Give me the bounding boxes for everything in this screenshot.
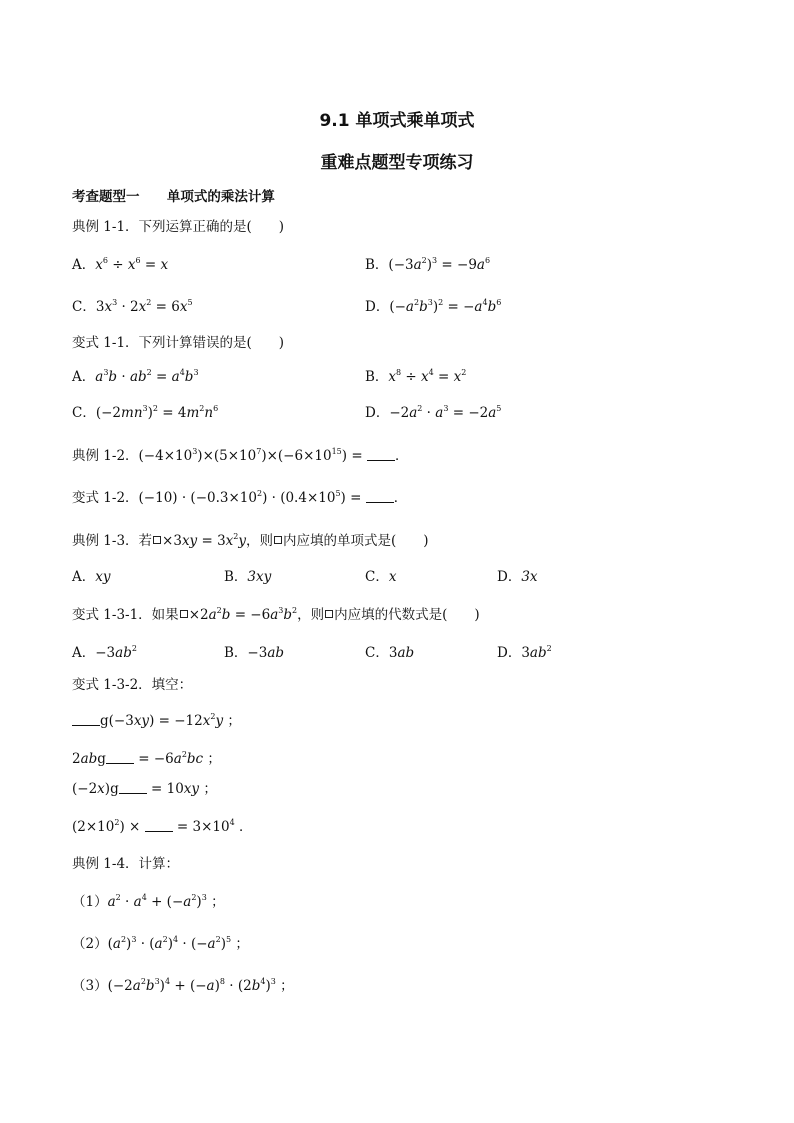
q1-3-option-a bbox=[72, 568, 111, 586]
option-letter: D． bbox=[497, 569, 522, 585]
q1-3-1-option-b: B．−3ab bbox=[224, 645, 285, 661]
option-letter: C． bbox=[365, 645, 389, 661]
question-label: 典例 1-2． bbox=[72, 448, 139, 464]
option-letter: B． bbox=[365, 369, 389, 385]
option-letter: D． bbox=[365, 405, 390, 421]
question-1-3-stem: 典例 1-3．若 $\times 3xy = 3x^2y$，则 内应填的单项式是( ) bbox=[72, 532, 429, 549]
option-letter: A． bbox=[72, 257, 96, 273]
q1-1v-option-b: B．$x^8 \div x^4 = x^2$ bbox=[365, 368, 467, 385]
fill-line-3: (−2x)g = 10xy ； bbox=[72, 781, 217, 797]
placeholder-box bbox=[153, 536, 161, 544]
question-1-3-2-stem: 变式 1-3-2．填空： bbox=[72, 677, 193, 693]
q1-1-option-a: A．$x^6 \div x^6 = x$ bbox=[72, 256, 169, 273]
question-label: 变式 1-2． bbox=[72, 490, 139, 506]
calc-item-1: $(1)a^2 \cdot a^4 + (-a^2)^3$ ； bbox=[72, 893, 225, 910]
q1-1-option-b: B．$(-3a^2)^3 = -9a^6$ bbox=[365, 256, 491, 273]
option-letter: C． bbox=[365, 569, 389, 585]
fill-line-1: $g(-3xy) = -12x^2y$ ； bbox=[72, 712, 241, 730]
calc-item-2: $(2)(a^2)^3 \cdot (a^2)^4 \cdot (-a^2)^5$ ； bbox=[72, 935, 249, 952]
page-subtitle: 重难点题型专项练习 bbox=[320, 153, 474, 173]
question-1-2v: 变式 1-2．$(-10) \cdot (-0.3\times 10^2) \cdot (0.4\times 10^5)$ = ． bbox=[72, 489, 408, 506]
option-letter: C． bbox=[72, 299, 96, 315]
option-letter: D． bbox=[497, 645, 522, 661]
answer-blank[interactable] bbox=[72, 713, 100, 726]
q1-1v-option-a: A．$a^3b \cdot ab^2 = a^4b^3$ bbox=[72, 368, 199, 385]
question-1-4-stem: 典例 1-4．计算： bbox=[72, 856, 180, 872]
q1-1v-option-d: D．$-2a^2 \cdot a^3 = -2a^5$ bbox=[365, 404, 502, 421]
item-number: （3） bbox=[72, 978, 108, 994]
option-value: x bbox=[388, 569, 397, 585]
answer-blank[interactable] bbox=[367, 448, 395, 461]
placeholder-box bbox=[274, 536, 282, 544]
option-letter: A． bbox=[72, 569, 96, 585]
calc-item-3: $(3)(-2a^2b^3)^4 + (-a)^8 \cdot (2b^4)^3$ ； bbox=[72, 977, 294, 994]
q1-3-option-c bbox=[365, 568, 396, 586]
stem-text: 内应填的代数式是( ) bbox=[334, 607, 480, 623]
question-1-1-stem: 典例 1-1．下列运算正确的是( ) bbox=[72, 219, 285, 235]
answer-blank[interactable] bbox=[106, 751, 134, 764]
question-1-2: 典例 1-2．$(-4\times 10^3)\times(5\times 10^7)\times(-6\times 10^{15})$ = ． bbox=[72, 447, 409, 464]
placeholder-box bbox=[180, 610, 188, 618]
option-letter: B． bbox=[224, 569, 248, 585]
option-letter: A． bbox=[72, 369, 96, 385]
q1-3-1-option-a: A．$-3ab^2$ bbox=[72, 644, 137, 661]
question-label: 变式 1-3-1．如果 bbox=[72, 607, 179, 623]
section-label: 考查题型一 bbox=[72, 189, 140, 205]
q1-1-option-d: D．$(-a^2b^3)^2 = -a^4b^6$ bbox=[365, 298, 502, 315]
stem-text: 内应填的单项式是( ) bbox=[283, 533, 429, 549]
fill-line-2: $2abg = -6a^2bc$ ； bbox=[72, 750, 221, 767]
answer-blank[interactable] bbox=[145, 819, 173, 832]
q1-3-1-option-c: C．3ab bbox=[365, 645, 415, 661]
option-value: 3x bbox=[521, 569, 538, 585]
q1-3-option-b bbox=[224, 568, 271, 586]
item-number: （2） bbox=[72, 936, 108, 952]
option-value: xy bbox=[95, 569, 111, 585]
punct: ． bbox=[394, 448, 409, 464]
section-header bbox=[72, 188, 275, 206]
fill-line-4: $(2\times 10^2)$ × = $3\times 10^4$ ． bbox=[72, 818, 253, 835]
punct: ． bbox=[393, 490, 408, 506]
answer-blank[interactable] bbox=[366, 490, 394, 503]
page-title: 9.1 单项式乘单项式 bbox=[319, 111, 475, 131]
q1-1v-option-c: C．$(-2mn^3)^2 = 4m^2n^6$ bbox=[72, 404, 219, 421]
placeholder-box bbox=[325, 610, 333, 618]
stem-text: ，则 bbox=[246, 533, 274, 549]
option-letter: C． bbox=[72, 405, 96, 421]
option-letter: D． bbox=[365, 299, 390, 315]
item-number: （1） bbox=[72, 894, 108, 910]
section-name: 单项式的乘法计算 bbox=[166, 189, 275, 205]
q1-3-1-option-d: D．$3ab^2$ bbox=[497, 644, 552, 661]
q1-3-option-d bbox=[497, 568, 538, 586]
option-letter: B． bbox=[224, 645, 248, 661]
question-1-3-1-stem: 变式 1-3-1．如果 $\times 2a^2b = -6a^3b^2$，则 内应填的代数式是( ) bbox=[72, 606, 480, 623]
stem-text: ，则 bbox=[297, 607, 325, 623]
question-label: 典例 1-3．若 bbox=[72, 533, 153, 549]
q1-1-option-c: C．$3x^3 \cdot 2x^2 = 6x^5$ bbox=[72, 298, 193, 315]
option-letter: A． bbox=[72, 645, 96, 661]
option-letter: B． bbox=[365, 257, 389, 273]
question-1-1v-stem: 变式 1-1．下列计算错误的是( ) bbox=[72, 335, 285, 351]
answer-blank[interactable] bbox=[119, 781, 147, 794]
option-value: 3xy bbox=[247, 569, 272, 585]
